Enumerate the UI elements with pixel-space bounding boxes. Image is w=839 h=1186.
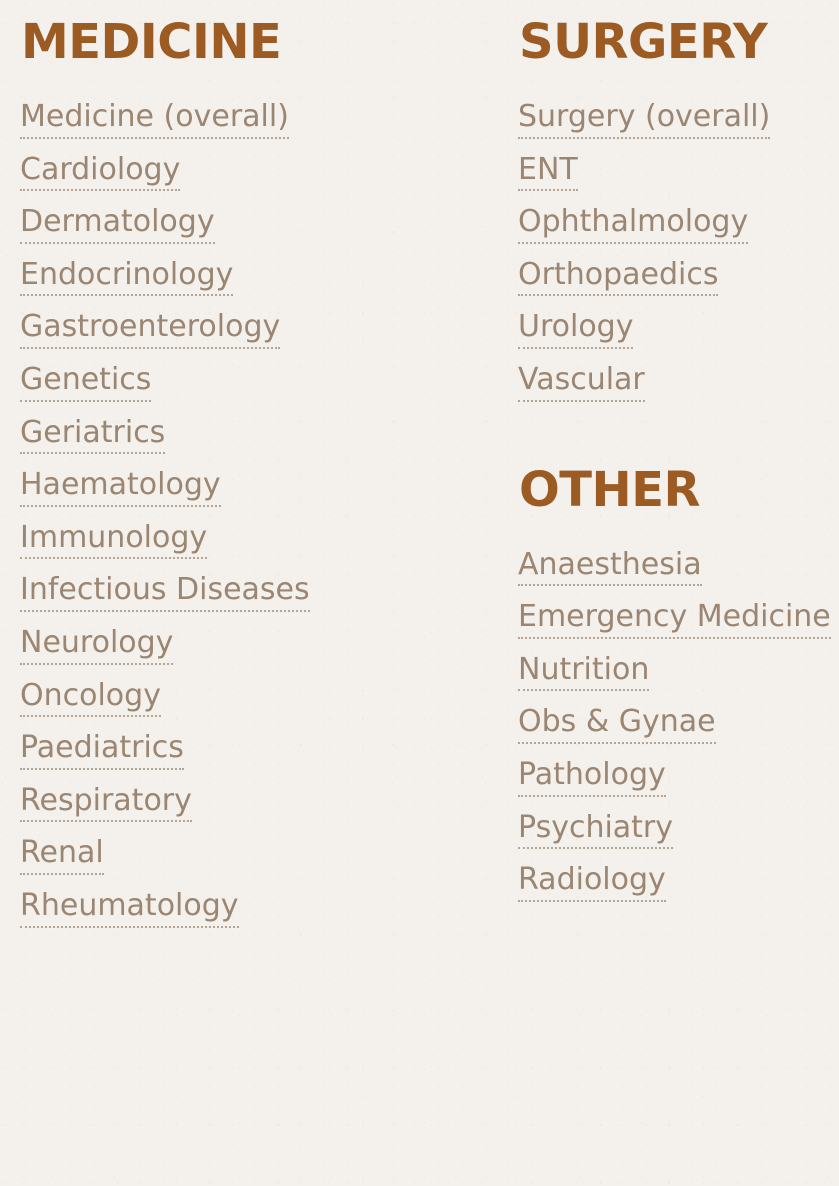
list-item <box>20 521 460 560</box>
column-medicine <box>0 14 460 942</box>
list-item <box>20 836 460 875</box>
column-surgery-other <box>460 14 839 942</box>
link-nutrition[interactable]: Nutrition <box>518 653 649 692</box>
link-orthopaedics[interactable]: Orthopaedics <box>518 258 718 297</box>
link-neurology[interactable]: Neurology <box>20 626 173 665</box>
link-pathology[interactable]: Pathology <box>518 758 666 797</box>
list-item <box>518 363 839 402</box>
link-obs-gynae[interactable]: Obs & Gynae <box>518 705 716 744</box>
section-heading-other: OTHER <box>519 461 700 518</box>
list-item <box>20 889 460 928</box>
link-medicine-overall[interactable]: Medicine (overall) <box>20 100 289 139</box>
link-surgery-overall[interactable]: Surgery (overall) <box>518 100 770 139</box>
link-haematology[interactable]: Haematology <box>20 468 221 507</box>
other-link-list <box>518 548 839 902</box>
surgery-link-list <box>518 100 839 402</box>
link-emergency-medicine[interactable]: Emergency Medicine <box>518 600 831 639</box>
list-item <box>20 363 460 402</box>
link-oncology[interactable]: Oncology <box>20 679 161 718</box>
link-urology[interactable]: Urology <box>518 310 633 349</box>
link-ent[interactable]: ENT <box>518 153 578 192</box>
link-dermatology[interactable]: Dermatology <box>20 205 215 244</box>
link-radiology[interactable]: Radiology <box>518 863 666 902</box>
link-geriatrics[interactable]: Geriatrics <box>20 416 165 455</box>
list-item <box>20 468 460 507</box>
list-item <box>20 310 460 349</box>
link-respiratory[interactable]: Respiratory <box>20 784 192 823</box>
list-item <box>518 258 839 297</box>
list-item <box>518 600 839 639</box>
link-endocrinology[interactable]: Endocrinology <box>20 258 233 297</box>
list-item <box>518 100 839 139</box>
list-item <box>518 153 839 192</box>
list-item <box>20 153 460 192</box>
list-item <box>518 653 839 692</box>
list-item <box>20 100 460 139</box>
list-item <box>518 758 839 797</box>
list-item <box>518 310 839 349</box>
link-renal[interactable]: Renal <box>20 836 104 875</box>
link-infectious-diseases[interactable]: Infectious Diseases <box>20 573 310 612</box>
list-item <box>20 573 460 612</box>
link-gastroenterology[interactable]: Gastroenterology <box>20 310 280 349</box>
list-item <box>20 205 460 244</box>
list-item <box>20 416 460 455</box>
list-item <box>20 679 460 718</box>
list-item <box>518 548 839 587</box>
medicine-link-list <box>20 100 460 928</box>
list-item <box>20 731 460 770</box>
link-ophthalmology[interactable]: Ophthalmology <box>518 205 748 244</box>
list-item <box>518 205 839 244</box>
link-cardiology[interactable]: Cardiology <box>20 153 180 192</box>
section-heading-medicine: MEDICINE <box>21 14 282 70</box>
list-item <box>518 811 839 850</box>
link-immunology[interactable]: Immunology <box>20 521 207 560</box>
link-psychiatry[interactable]: Psychiatry <box>518 811 673 850</box>
link-anaesthesia[interactable]: Anaesthesia <box>518 548 702 587</box>
list-item <box>20 784 460 823</box>
section-heading-surgery: SURGERY <box>519 14 768 70</box>
link-paediatrics[interactable]: Paediatrics <box>20 731 184 770</box>
list-item <box>20 626 460 665</box>
link-genetics[interactable]: Genetics <box>20 363 151 402</box>
link-vascular[interactable]: Vascular <box>518 363 645 402</box>
list-item <box>20 258 460 297</box>
list-item <box>518 705 839 744</box>
list-item <box>518 863 839 902</box>
link-rheumatology[interactable]: Rheumatology <box>20 889 239 928</box>
